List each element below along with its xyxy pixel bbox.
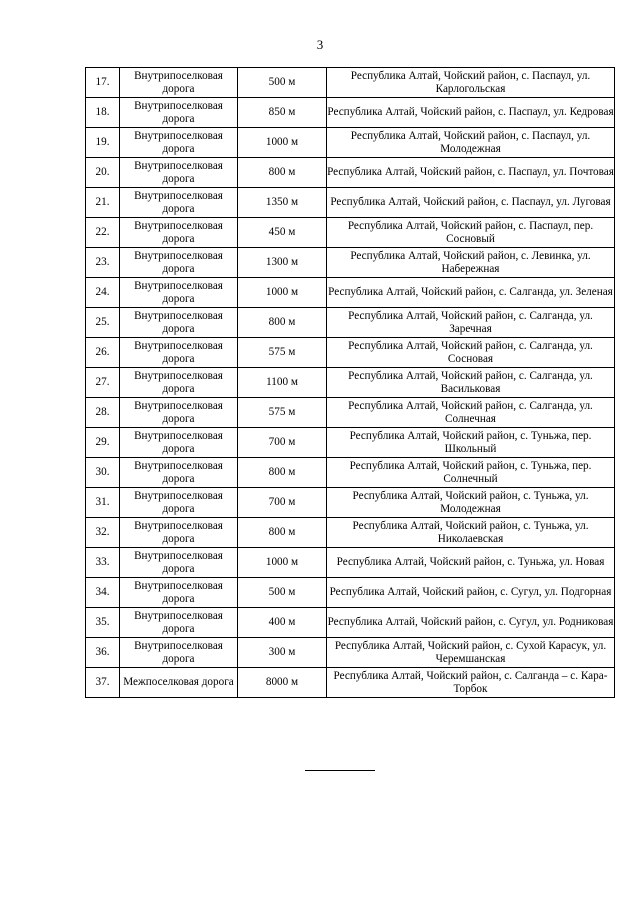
table-row <box>86 338 615 368</box>
road-address: Республика Алтай, Чойский район, с. Паспаул, ул. Луговая <box>327 188 615 218</box>
row-number: 30. <box>86 458 120 488</box>
road-address: Республика Алтай, Чойский район, с. Паспаул, пер. Сосновый <box>327 218 615 248</box>
table-row <box>86 488 615 518</box>
table-row <box>86 188 615 218</box>
row-number: 20. <box>86 158 120 188</box>
table-row <box>86 128 615 158</box>
table-row <box>86 98 615 128</box>
row-number: 25. <box>86 308 120 338</box>
row-number: 27. <box>86 368 120 398</box>
roads-table <box>85 67 615 698</box>
row-number: 34. <box>86 578 120 608</box>
road-length: 400 м <box>238 608 327 638</box>
row-number: 36. <box>86 638 120 668</box>
table-row <box>86 578 615 608</box>
road-type: Внутрипоселковая дорога <box>120 608 238 638</box>
road-length: 575 м <box>238 398 327 428</box>
row-number: 18. <box>86 98 120 128</box>
road-address: Республика Алтай, Чойский район, с. Сугул, ул. Подгорная <box>327 578 615 608</box>
road-address: Республика Алтай, Чойский район, с. Туньжа, ул. Молодежная <box>327 488 615 518</box>
road-length: 800 м <box>238 158 327 188</box>
row-number: 22. <box>86 218 120 248</box>
table-row <box>86 608 615 638</box>
road-type: Внутрипоселковая дорога <box>120 188 238 218</box>
row-number: 32. <box>86 518 120 548</box>
road-type: Внутрипоселковая дорога <box>120 398 238 428</box>
road-address: Республика Алтай, Чойский район, с. Левинка, ул. Набережная <box>327 248 615 278</box>
road-type: Внутрипоселковая дорога <box>120 98 238 128</box>
road-length: 700 м <box>238 428 327 458</box>
road-type: Внутрипоселковая дорога <box>120 308 238 338</box>
table-row <box>86 638 615 668</box>
road-address: Республика Алтай, Чойский район, с. Салганда – с. Кара-Торбок <box>327 668 615 698</box>
row-number: 29. <box>86 428 120 458</box>
table-row <box>86 278 615 308</box>
roads-table-body <box>86 68 615 698</box>
road-address: Республика Алтай, Чойский район, с. Сугул, ул. Родниковая <box>327 608 615 638</box>
road-address: Республика Алтай, Чойский район, с. Салганда, ул. Солнечная <box>327 398 615 428</box>
road-address: Республика Алтай, Чойский район, с. Туньжа, ул. Новая <box>327 548 615 578</box>
table-row <box>86 428 615 458</box>
road-type: Внутрипоселковая дорога <box>120 68 238 98</box>
road-address: Республика Алтай, Чойский район, с. Паспаул, ул. Молодежная <box>327 128 615 158</box>
road-type: Внутрипоселковая дорога <box>120 548 238 578</box>
row-number: 33. <box>86 548 120 578</box>
road-length: 500 м <box>238 68 327 98</box>
road-type: Внутрипоселковая дорога <box>120 638 238 668</box>
page-number: 3 <box>316 37 324 52</box>
road-length: 850 м <box>238 98 327 128</box>
table-row <box>86 68 615 98</box>
table-row <box>86 518 615 548</box>
row-number: 26. <box>86 338 120 368</box>
road-length: 8000 м <box>238 668 327 698</box>
row-number: 19. <box>86 128 120 158</box>
table-row <box>86 248 615 278</box>
road-length: 1000 м <box>238 548 327 578</box>
road-length: 1000 м <box>238 278 327 308</box>
table-row <box>86 308 615 338</box>
row-number: 31. <box>86 488 120 518</box>
table-row <box>86 218 615 248</box>
road-type: Межпоселковая дорога <box>120 668 238 698</box>
road-address: Республика Алтай, Чойский район, с. Сухой Карасук, ул. Черемшанская <box>327 638 615 668</box>
road-address: Республика Алтай, Чойский район, с. Салганда, ул. Заречная <box>327 308 615 338</box>
road-type: Внутрипоселковая дорога <box>120 338 238 368</box>
road-length: 1350 м <box>238 188 327 218</box>
road-address: Республика Алтай, Чойский район, с. Паспаул, ул. Почтовая <box>327 158 615 188</box>
road-type: Внутрипоселковая дорога <box>120 488 238 518</box>
row-number: 37. <box>86 668 120 698</box>
row-number: 23. <box>86 248 120 278</box>
row-number: 28. <box>86 398 120 428</box>
road-length: 800 м <box>238 518 327 548</box>
road-length: 575 м <box>238 338 327 368</box>
road-address: Республика Алтай, Чойский район, с. Туньжа, ул. Николаевская <box>327 518 615 548</box>
road-length: 300 м <box>238 638 327 668</box>
road-type: Внутрипоселковая дорога <box>120 458 238 488</box>
road-type: Внутрипоселковая дорога <box>120 518 238 548</box>
road-type: Внутрипоселковая дорога <box>120 128 238 158</box>
road-address: Республика Алтай, Чойский район, с. Паспаул, ул. Карлогольская <box>327 68 615 98</box>
road-address: Республика Алтай, Чойский район, с. Салганда, ул. Зеленая <box>327 278 615 308</box>
road-address: Республика Алтай, Чойский район, с. Салганда, ул. Васильковая <box>327 368 615 398</box>
road-type: Внутрипоселковая дорога <box>120 578 238 608</box>
road-address: Республика Алтай, Чойский район, с. Салганда, ул. Сосновая <box>327 338 615 368</box>
road-length: 500 м <box>238 578 327 608</box>
table-row <box>86 668 615 698</box>
road-type: Внутрипоселковая дорога <box>120 158 238 188</box>
footer-divider-line <box>305 770 375 771</box>
road-length: 1300 м <box>238 248 327 278</box>
road-type: Внутрипоселковая дорога <box>120 428 238 458</box>
table-row <box>86 368 615 398</box>
road-type: Внутрипоселковая дорога <box>120 368 238 398</box>
road-type: Внутрипоселковая дорога <box>120 278 238 308</box>
road-address: Республика Алтай, Чойский район, с. Туньжа, пер. Солнечный <box>327 458 615 488</box>
road-length: 1100 м <box>238 368 327 398</box>
road-length: 800 м <box>238 308 327 338</box>
road-address: Республика Алтай, Чойский район, с. Туньжа, пер. Школьный <box>327 428 615 458</box>
road-length: 800 м <box>238 458 327 488</box>
table-row <box>86 548 615 578</box>
road-length: 700 м <box>238 488 327 518</box>
road-type: Внутрипоселковая дорога <box>120 248 238 278</box>
table-row <box>86 458 615 488</box>
table-row <box>86 398 615 428</box>
row-number: 21. <box>86 188 120 218</box>
row-number: 24. <box>86 278 120 308</box>
road-address: Республика Алтай, Чойский район, с. Паспаул, ул. Кедровая <box>327 98 615 128</box>
road-type: Внутрипоселковая дорога <box>120 218 238 248</box>
road-length: 1000 м <box>238 128 327 158</box>
row-number: 17. <box>86 68 120 98</box>
table-row <box>86 158 615 188</box>
row-number: 35. <box>86 608 120 638</box>
road-length: 450 м <box>238 218 327 248</box>
